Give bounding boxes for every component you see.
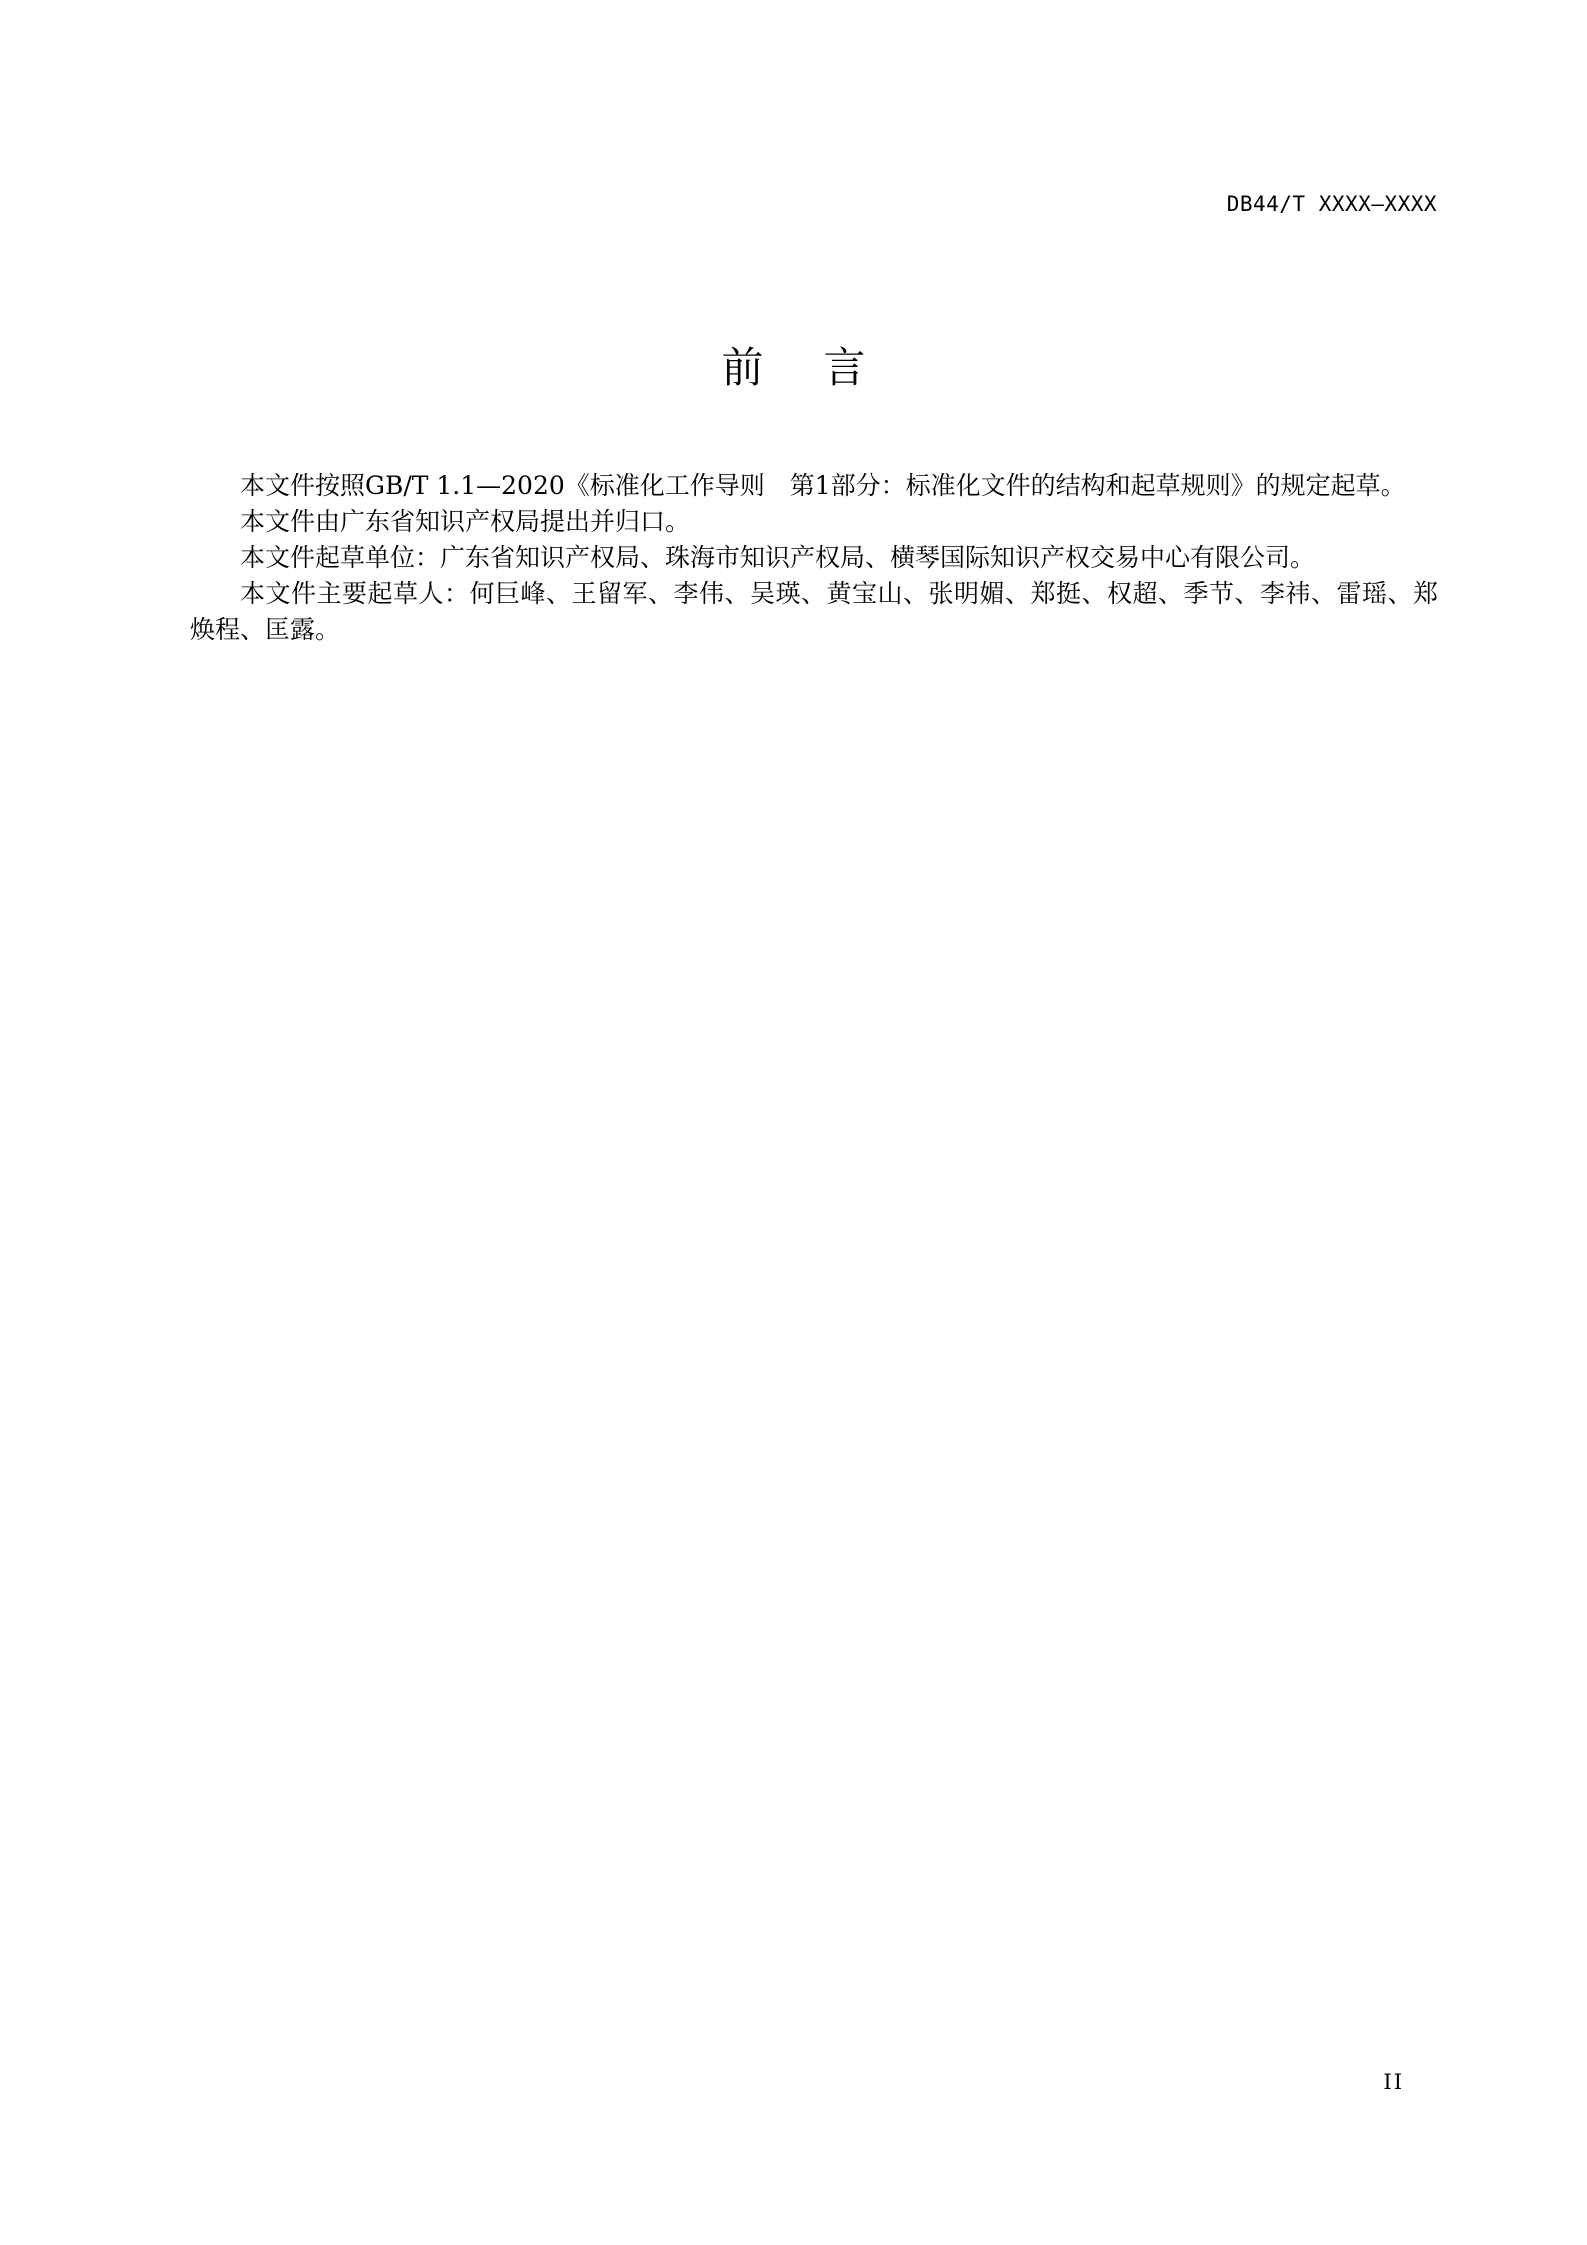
preface-body	[190, 468, 1438, 648]
paragraph-proposer: 本文件由广东省知识产权局提出并归口。	[240, 507, 691, 536]
page-number: II	[1383, 2070, 1404, 2094]
page-title: 前言	[721, 343, 926, 392]
paragraph-drafters: 本文件主要起草人：何巨峰、王留军、李伟、吴瑛、黄宝山、张明媚、郑挺、权超、季节、李祎、雷瑶、郑焕程、匡露。	[190, 579, 1438, 644]
standard-code: DB44/T XXXX—XXXX	[1226, 192, 1437, 216]
paragraph-drafting-basis: 本文件按照GB/T 1.1—2020《标准化工作导则 第1部分：标准化文件的结构和起草规则》的规定起草。	[240, 471, 1406, 500]
paragraph-drafting-units: 本文件起草单位：广东省知识产权局、珠海市知识产权局、横琴国际知识产权交易中心有限公司。	[240, 543, 1316, 572]
